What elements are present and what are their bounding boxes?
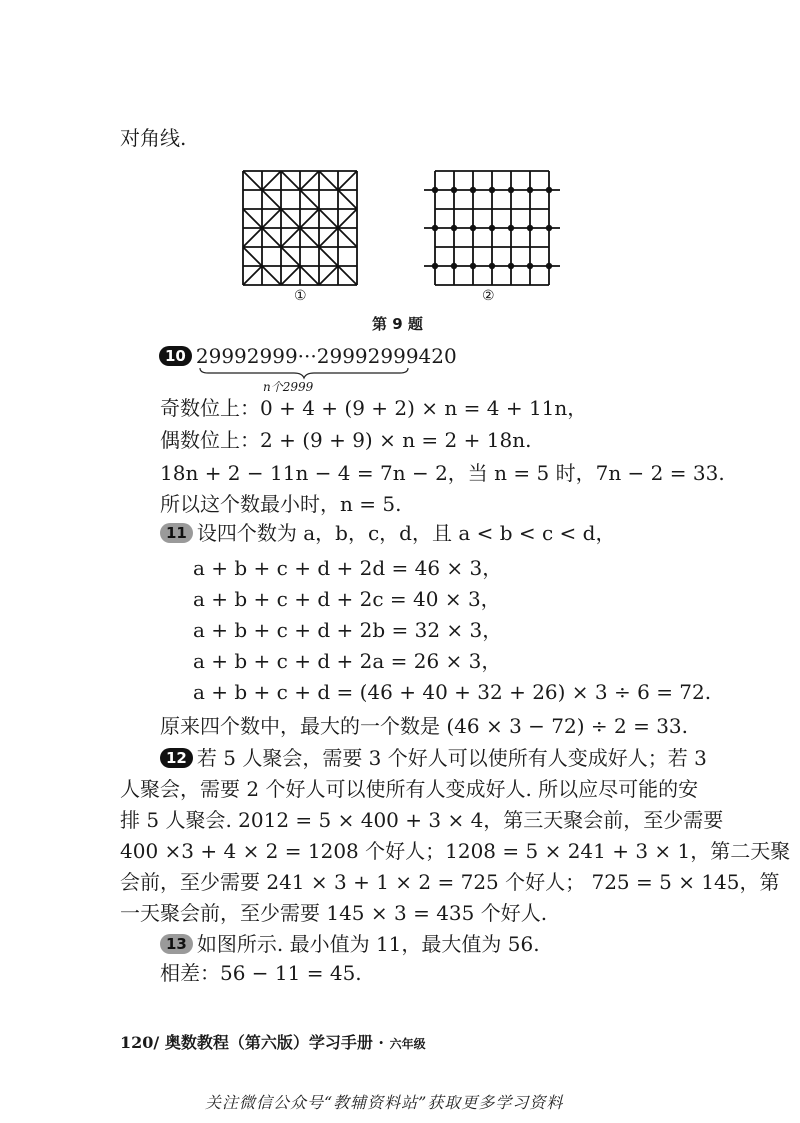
diagonal-line <box>300 171 319 190</box>
q11-equation-4: a + b + c + d + 2a = 26 × 3， <box>193 649 502 673</box>
diagonal-line <box>300 190 319 209</box>
q12-header <box>160 748 707 768</box>
grid-dot <box>508 225 514 231</box>
grid-dot <box>546 187 552 193</box>
q11-intro: 设四个数为 a，b，c，d，且 a < b < c < d， <box>196 521 616 545</box>
q13-line-2: 相差：56 − 11 = 45. <box>160 961 362 985</box>
q12-line-3: 排 5 人聚会. 2012 = 5 × 400 + 3 × 4，第三天聚会前，至少需要 <box>120 808 724 832</box>
diagonal-line <box>281 247 300 266</box>
grid-dot <box>508 187 514 193</box>
diagonal-line <box>338 228 357 247</box>
diagonal-line <box>243 266 262 285</box>
footer-dot: · <box>372 1033 390 1052</box>
diagonal-line <box>319 228 338 247</box>
grid-dot <box>432 187 438 193</box>
diagonal-line <box>338 266 357 285</box>
grid-dot <box>451 187 457 193</box>
figure-caption: 第 9 题 <box>372 315 423 333</box>
q11-equation-2: a + b + c + d + 2c = 40 × 3， <box>193 587 501 611</box>
diagonal-line <box>319 171 338 190</box>
q12-line-4: 400 ×3 + 4 × 2 = 1208 个好人；1208 = 5 × 241 + 3 × 1，第二天聚 <box>120 839 791 863</box>
grid-dot <box>546 225 552 231</box>
grid-dot <box>489 187 495 193</box>
grid-dot <box>432 225 438 231</box>
diagonal-line <box>262 190 281 209</box>
q12-first-line: 若 5 人聚会，需要 3 个好人可以使所有人变成好人；若 3 <box>196 746 707 770</box>
diagonal-line <box>300 228 319 247</box>
diagonal-line <box>319 266 338 285</box>
grid-dot <box>470 187 476 193</box>
diagonal-line <box>262 209 281 228</box>
q10-badge: 10 <box>159 346 192 366</box>
grid-dot <box>489 225 495 231</box>
watermark-text: 关注微信公众号“教辅资料站”获取更多学习资料 <box>205 1093 564 1112</box>
grid-dot <box>527 187 533 193</box>
grid-dot <box>508 263 514 269</box>
q13-header <box>160 934 540 954</box>
diagonal-line <box>262 228 281 247</box>
page-footer <box>120 1030 426 1053</box>
q10-line-1: 奇数位上：0 + 4 + (9 + 2) × n = 4 + 11n， <box>160 396 588 420</box>
q10-number-lead: 29992999···2999299942 <box>195 344 444 368</box>
footer-slash: / <box>153 1033 165 1052</box>
diagonal-line <box>319 247 338 266</box>
diagonal-line <box>281 266 300 285</box>
q10-line-2: 偶数位上：2 + (9 + 9) × n = 2 + 18n. <box>160 428 532 452</box>
diagonal-line <box>281 209 300 228</box>
intro-line: 对角线. <box>120 126 187 150</box>
diagonal-line <box>300 209 319 228</box>
q10-number-tail: 0 <box>444 344 457 368</box>
grid-dot <box>451 263 457 269</box>
diagonal-line <box>338 171 357 190</box>
q12-line-5: 会前，至少需要 241 × 3 + 1 × 2 = 725 个好人； 725 = 5 × 145，第 <box>120 870 780 894</box>
figure-label-1: ① <box>294 288 307 304</box>
diagonal-line <box>281 171 300 190</box>
diagonal-line <box>300 266 319 285</box>
diagonal-line <box>243 228 262 247</box>
book-title: 奥数教程（第六版）学习手册 <box>164 1033 373 1052</box>
diagonal-line <box>262 171 281 190</box>
q10-line-4: 所以这个数最小时，n = 5. <box>160 492 402 516</box>
grid-dot <box>527 263 533 269</box>
grid-dot <box>470 263 476 269</box>
diagonal-line <box>243 247 262 266</box>
q11-equation-5: a + b + c + d = (46 + 40 + 32 + 26) × 3 ÷ 6 = 72. <box>193 680 712 704</box>
q10-line-3: 18n + 2 − 11n − 4 = 7n − 2，当 n = 5 时，7n − 2 = 33. <box>160 461 725 485</box>
q11-equation-3: a + b + c + d + 2b = 32 × 3， <box>193 618 503 642</box>
grid-dot <box>546 263 552 269</box>
figure-label-2: ② <box>482 288 495 304</box>
q10-header <box>159 346 457 366</box>
diagonal-line <box>243 209 262 228</box>
page-number: 120 <box>120 1033 154 1052</box>
diagonal-line <box>338 190 357 209</box>
q11-header <box>160 523 615 543</box>
q12-line-2: 人聚会，需要 2 个好人可以使所有人变成好人. 所以应尽可能的安 <box>120 777 699 801</box>
q11-conclusion: 原来四个数中，最大的一个数是 (46 × 3 − 72) ÷ 2 = 33. <box>160 714 689 738</box>
diagonal-line <box>243 171 262 190</box>
grid-dot <box>470 225 476 231</box>
grade-label: 六年级 <box>389 1037 426 1051</box>
grid-dot <box>527 225 533 231</box>
diagonal-line <box>319 209 338 228</box>
q11-equation-1: a + b + c + d + 2d = 46 × 3， <box>193 556 503 580</box>
figure-grid-dots <box>424 168 560 286</box>
q13-badge: 13 <box>160 934 193 954</box>
q12-badge: 12 <box>160 748 193 768</box>
diagonal-line <box>281 228 300 247</box>
figure-grid-diagonals <box>240 168 364 286</box>
q12-line-6: 一天聚会前，至少需要 145 × 3 = 435 个好人. <box>120 901 548 925</box>
q13-line-1: 如图所示. 最小值为 11，最大值为 56. <box>196 932 540 956</box>
q11-badge: 11 <box>160 523 193 543</box>
diagonal-line <box>262 266 281 285</box>
diagonal-line <box>338 209 357 228</box>
grid-dot <box>489 263 495 269</box>
grid-dot <box>451 225 457 231</box>
grid-dot <box>432 263 438 269</box>
q10-brace-note: n个2999 <box>263 380 314 394</box>
